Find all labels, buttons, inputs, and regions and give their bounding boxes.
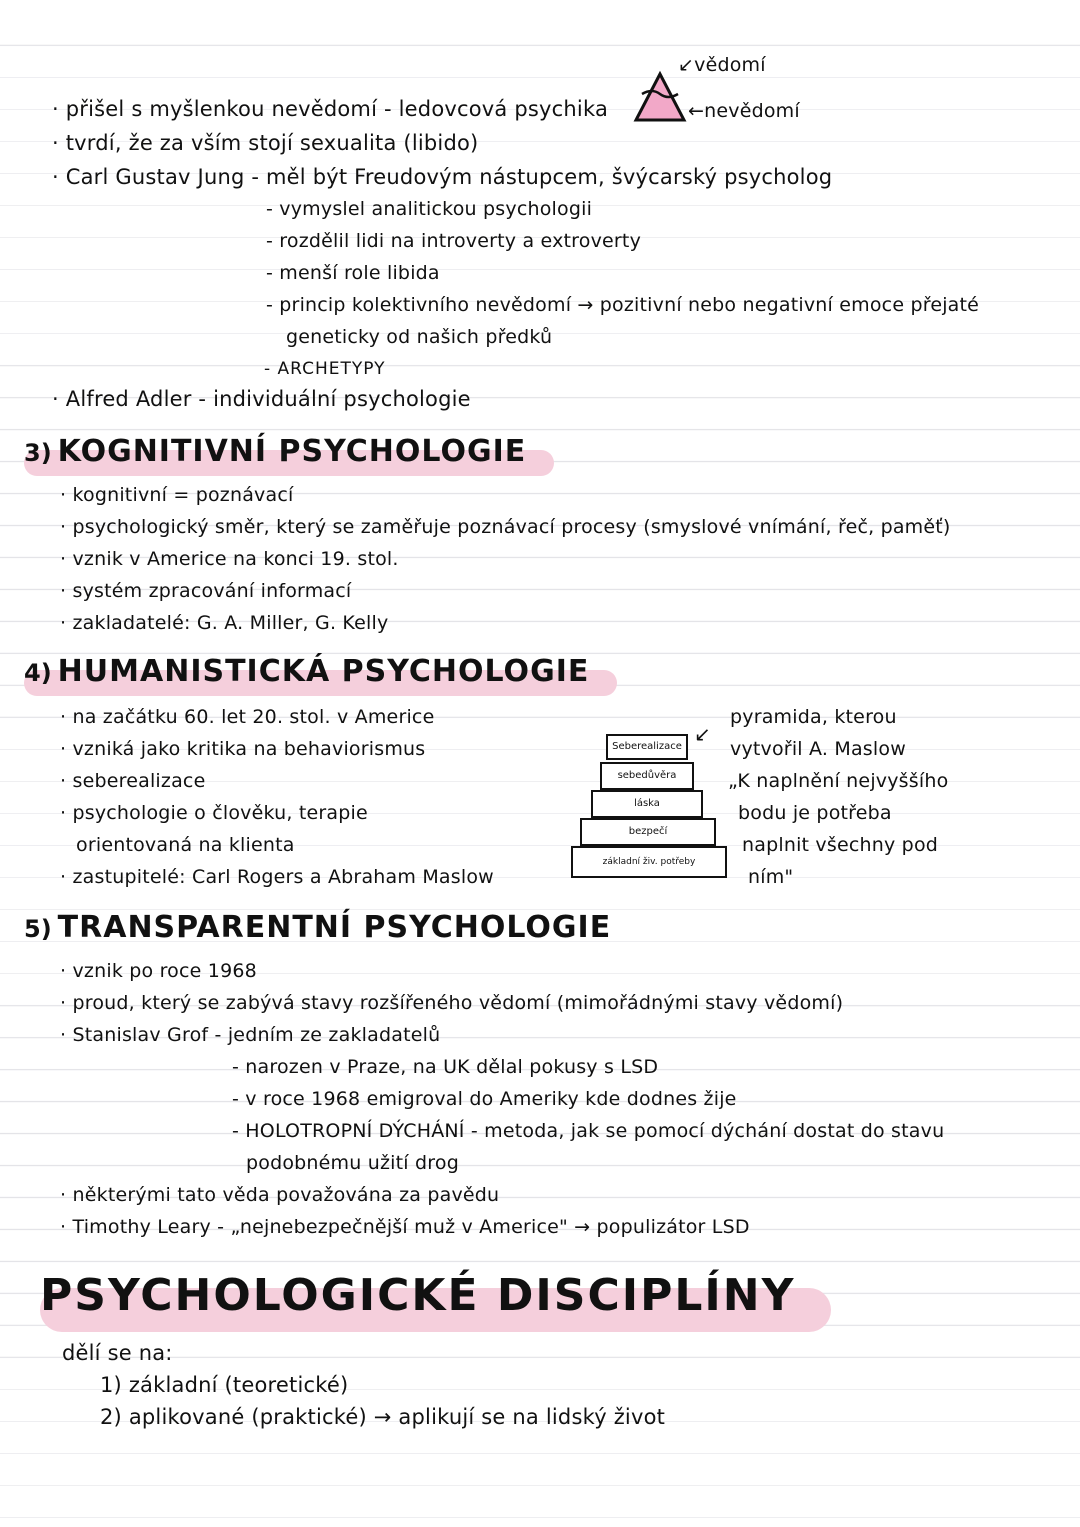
- grof-bullet-2: - v roce 1968 emigroval do Ameriky kde dodnes žije: [232, 1088, 737, 1110]
- pyramid-arrow-icon: ↙: [694, 722, 711, 746]
- humanistic-item-4: · psychologie o člověku, terapie: [60, 802, 368, 824]
- transpersonal-line-4: · Timothy Leary - „nejnebezpečnější muž v Americe" → populizátor LSD: [60, 1216, 750, 1238]
- pyramid-level-3: láska: [591, 790, 703, 818]
- cognitive-item-5: · zakladatelé: G. A. Miller, G. Kelly: [60, 612, 389, 634]
- grof-bullet-3: - HOLOTROPNÍ DÝCHÁNÍ - metoda, jak se pomocí dýchání dostat do stavu: [232, 1120, 945, 1142]
- cognitive-item-4: · systém zpracování informací: [60, 580, 352, 602]
- transpersonal-line-3: · některými tato věda považována za pavědu: [60, 1184, 500, 1206]
- heading-cognitive: 3) KOGNITIVNÍ PSYCHOLOGIE: [24, 434, 526, 469]
- freud-line-1: · přišel s myšlenkou nevědomí - ledovcová psychika: [52, 97, 609, 121]
- pyramid-level-2: sebedůvěra: [600, 762, 694, 790]
- transpersonal-line-1: · vznik po roce 1968: [60, 960, 257, 982]
- cognitive-item-3: · vznik v Americe na konci 19. stol.: [60, 548, 399, 570]
- pyramid-level-1: Seberealizace: [606, 734, 688, 760]
- freud-line-2: · tvrdí, že za vším stojí sexualita (libido): [52, 131, 479, 155]
- heading-disciplines: PSYCHOLOGICKÉ DISCIPLÍNY: [40, 1270, 795, 1321]
- disciplines-item-1: 1) základní (teoretické): [100, 1373, 349, 1397]
- jung-intro: · Carl Gustav Jung - měl být Freudovým nástupcem, švýcarský psycholog: [52, 165, 833, 189]
- pyramid-level-5: základní živ. potřeby: [571, 846, 727, 878]
- cognitive-item-2: · psychologický směr, který se zaměřuje poznávací procesy (smyslové vnímání, řeč, paměť): [60, 516, 951, 538]
- disciplines-intro: dělí se na:: [62, 1341, 173, 1365]
- humanistic-item-1: · na začátku 60. let 20. stol. v Americe: [60, 706, 435, 728]
- label-unconscious: ←nevědomí: [688, 100, 800, 122]
- jung-bullet-5: - ARCHETYPY: [264, 359, 386, 379]
- pyramid-level-4: bezpečí: [580, 818, 716, 846]
- adler-line: · Alfred Adler - individuální psychologie: [52, 387, 471, 411]
- heading-transpersonal: 5) TRANSPARENTNÍ PSYCHOLOGIE: [24, 910, 612, 945]
- jung-bullet-4: - princip kolektivního nevědomí → pozitivní nebo negativní emoce přejaté: [266, 294, 980, 316]
- maslow-note-2: vytvořil A. Maslow: [730, 738, 906, 760]
- disciplines-item-2: 2) aplikované (praktické) → aplikují se na lidský život: [100, 1405, 666, 1429]
- cognitive-item-1: · kognitivní = poznávací: [60, 484, 294, 506]
- jung-bullet-1: - vymyslel analitickou psychologii: [266, 198, 593, 220]
- humanistic-item-2: · vzniká jako kritika na behaviorismus: [60, 738, 426, 760]
- grof-intro: · Stanislav Grof - jedním ze zakladatelů: [60, 1024, 441, 1046]
- maslow-note-4: bodu je potřeba: [738, 802, 892, 824]
- transpersonal-line-2: · proud, který se zabývá stavy rozšířeného vědomí (mimořádnými stavy vědomí): [60, 992, 844, 1014]
- jung-bullet-3: - menší role libida: [266, 262, 440, 284]
- label-conscious: ↙vědomí: [678, 54, 766, 76]
- grof-bullet-1: - narozen v Praze, na UK dělal pokusy s LSD: [232, 1056, 659, 1078]
- humanistic-item-5: · zastupitelé: Carl Rogers a Abraham Maslow: [60, 866, 494, 888]
- jung-bullet-4-cont: geneticky od našich předků: [286, 326, 553, 348]
- jung-bullet-2: - rozdělil lidi na introverty a extroverty: [266, 230, 642, 252]
- heading-humanistic: 4) HUMANISTICKÁ PSYCHOLOGIE: [24, 654, 589, 689]
- humanistic-item-3: · seberealizace: [60, 770, 206, 792]
- humanistic-item-4-cont: orientovaná na klienta: [76, 834, 295, 856]
- grof-bullet-3-cont: podobnému užití drog: [246, 1152, 459, 1174]
- maslow-note-6: ním": [748, 866, 794, 888]
- maslow-note-5: naplnit všechny pod: [742, 834, 939, 856]
- maslow-note-3: „K naplnění nejvyššího: [728, 770, 949, 792]
- maslow-note-1: pyramida, kterou: [730, 706, 897, 728]
